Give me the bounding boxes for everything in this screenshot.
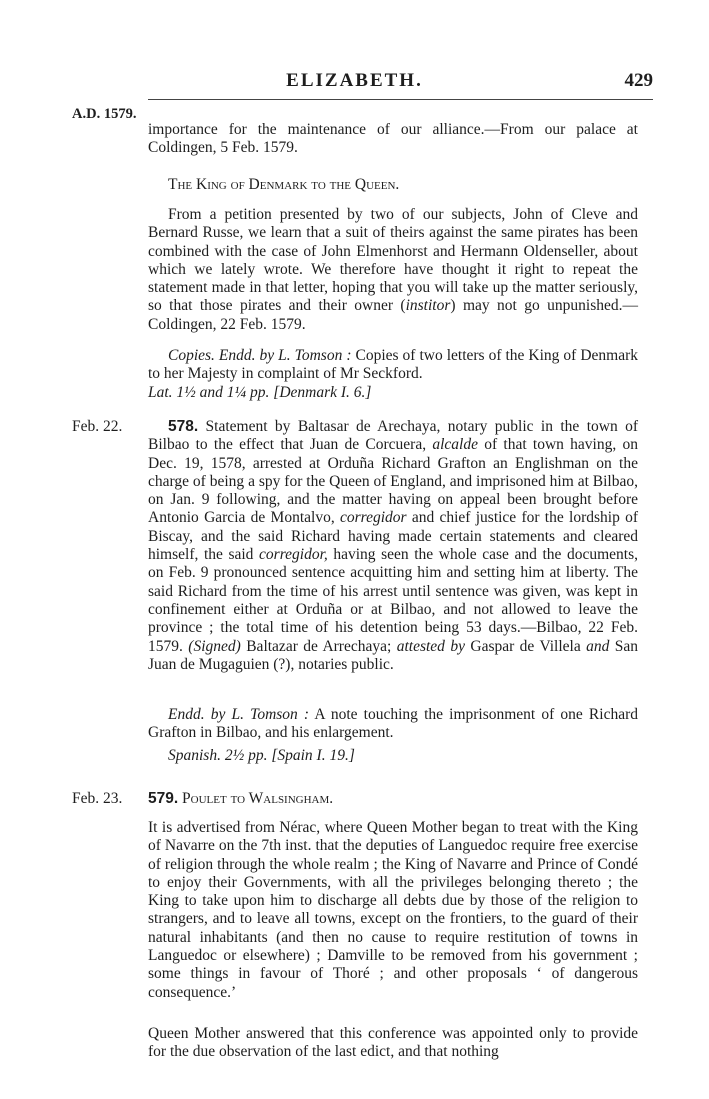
letter-heading-text: The King of Denmark to the Queen. (168, 176, 400, 193)
copies-note-text: Copies. Endd. by L. Tomson : Copies of two letters of the King of Denmark to her Majesty in complaint of Mr Seckford. Lat. 1½ and 1¼ pp. [Denmark I. 6.] (148, 347, 638, 401)
year-margin: A.D. 1579. (72, 106, 137, 122)
header-rule (148, 99, 653, 100)
entry-579-paragraph-2 (148, 1025, 638, 1062)
entry-578-text: 578. Statement by Baltasar de Arechaya, notary public in the town of Bilbao to the effect that Juan de Corcuera, alcalde of that town having, on Dec. 19, 1578, arrested at Orduña Richard Grafton an Englishman on the charge of being a spy for the Queen of England, and imprisoned him at Bilbao, on Jan. 9 following, and the matter having on appeal been brought before Antonio Garcia de Montalvo, corregidor and chief justice for the lordship of Biscay, and the said Richard having made certain statements and cleared himself, the said corregidor, having seen the whole case and the documents, on Feb. 9 pronounced sentence acquitting him and setting him at liberty. The said Richard from the time of his arrest until sentence was given, was kept in confinement either at Orduña or at Bilbao, and not allowed to leave the province ; the total time of his detention being 53 days.—Bilbao, 22 Feb. 1579. (Signed) Baltazar de Arrechaya; attested by Gaspar de Villela and San Juan de Mugaguien (?), notaries public. (148, 418, 639, 673)
entry-578-endorsement-text: Endd. by L. Tomson : A note touching the imprisonment of one Richard Grafton in Bilbao, and his enlargement. (148, 706, 639, 742)
copies-note (148, 347, 638, 402)
entry-578-number: 578. (168, 418, 199, 435)
entry-578-date: Feb. 22. (72, 418, 123, 435)
entry-578-reference-text: Spanish. 2½ pp. [Spain I. 19.] (168, 747, 355, 764)
entry-579-paragraph-1-text: It is advertised from Nérac, where Queen Mother began to treat with the King of Navarre on the 7th inst. that the deputies of Languedoc require free exercise of religion through the whole realm ; the King of Navarre and Prince of Condé to enjoy their Governments, with all the privileges belonging thereto ; the King to take upon him to discharge all debts due by those of the religion to strangers, and to leave all towns, except on the frontiers, to the guard of their natural inhabitants (and then no cause to require restitution of towns in Languedoc or elsewhere) ; Damville to be removed from his government ; some things in favour of Thoré ; and other proposals ‘ of dangerous consequence.’ (148, 819, 638, 1001)
continuation-text: importance for the maintenance of our alliance.—From our palace at Coldingen, 5 Feb. 1579. (148, 121, 638, 157)
running-title: ELIZABETH. (286, 70, 423, 91)
letter-body-text: From a petition presented by two of our subjects, John of Cleve and Bernard Russe, we learn that a suit of theirs against the same pirates has been combined with the case of John Elmenhorst and Hermann Oldenseller, about which we lately wrote. We therefore have thought it right to repeat the statement made in that letter, hoping that you will take up the matter seriously, so that those pirates and their owner (institor) may not go unpunished.—Coldingen, 22 Feb. 1579. (148, 206, 638, 333)
letter-heading (168, 176, 638, 194)
entry-579-heading-text: 579. Poulet to Walsingham. (148, 790, 334, 807)
entry-578 (148, 418, 638, 674)
entry-579-heading (148, 790, 638, 808)
continuation-paragraph (148, 121, 638, 158)
entry-579-paragraph-2-text: Queen Mother answered that this conference was appointed only to provide for the due observation of the last edict, and that nothing (148, 1025, 638, 1061)
entry-579-paragraph-1 (148, 819, 638, 1002)
entry-579-number: 579. (148, 790, 179, 807)
letter-body (148, 206, 638, 334)
entry-578-reference (148, 747, 638, 765)
entry-578-endorsement (148, 706, 638, 743)
page-number: 429 (624, 70, 653, 91)
entry-579-date: Feb. 23. (72, 790, 123, 807)
